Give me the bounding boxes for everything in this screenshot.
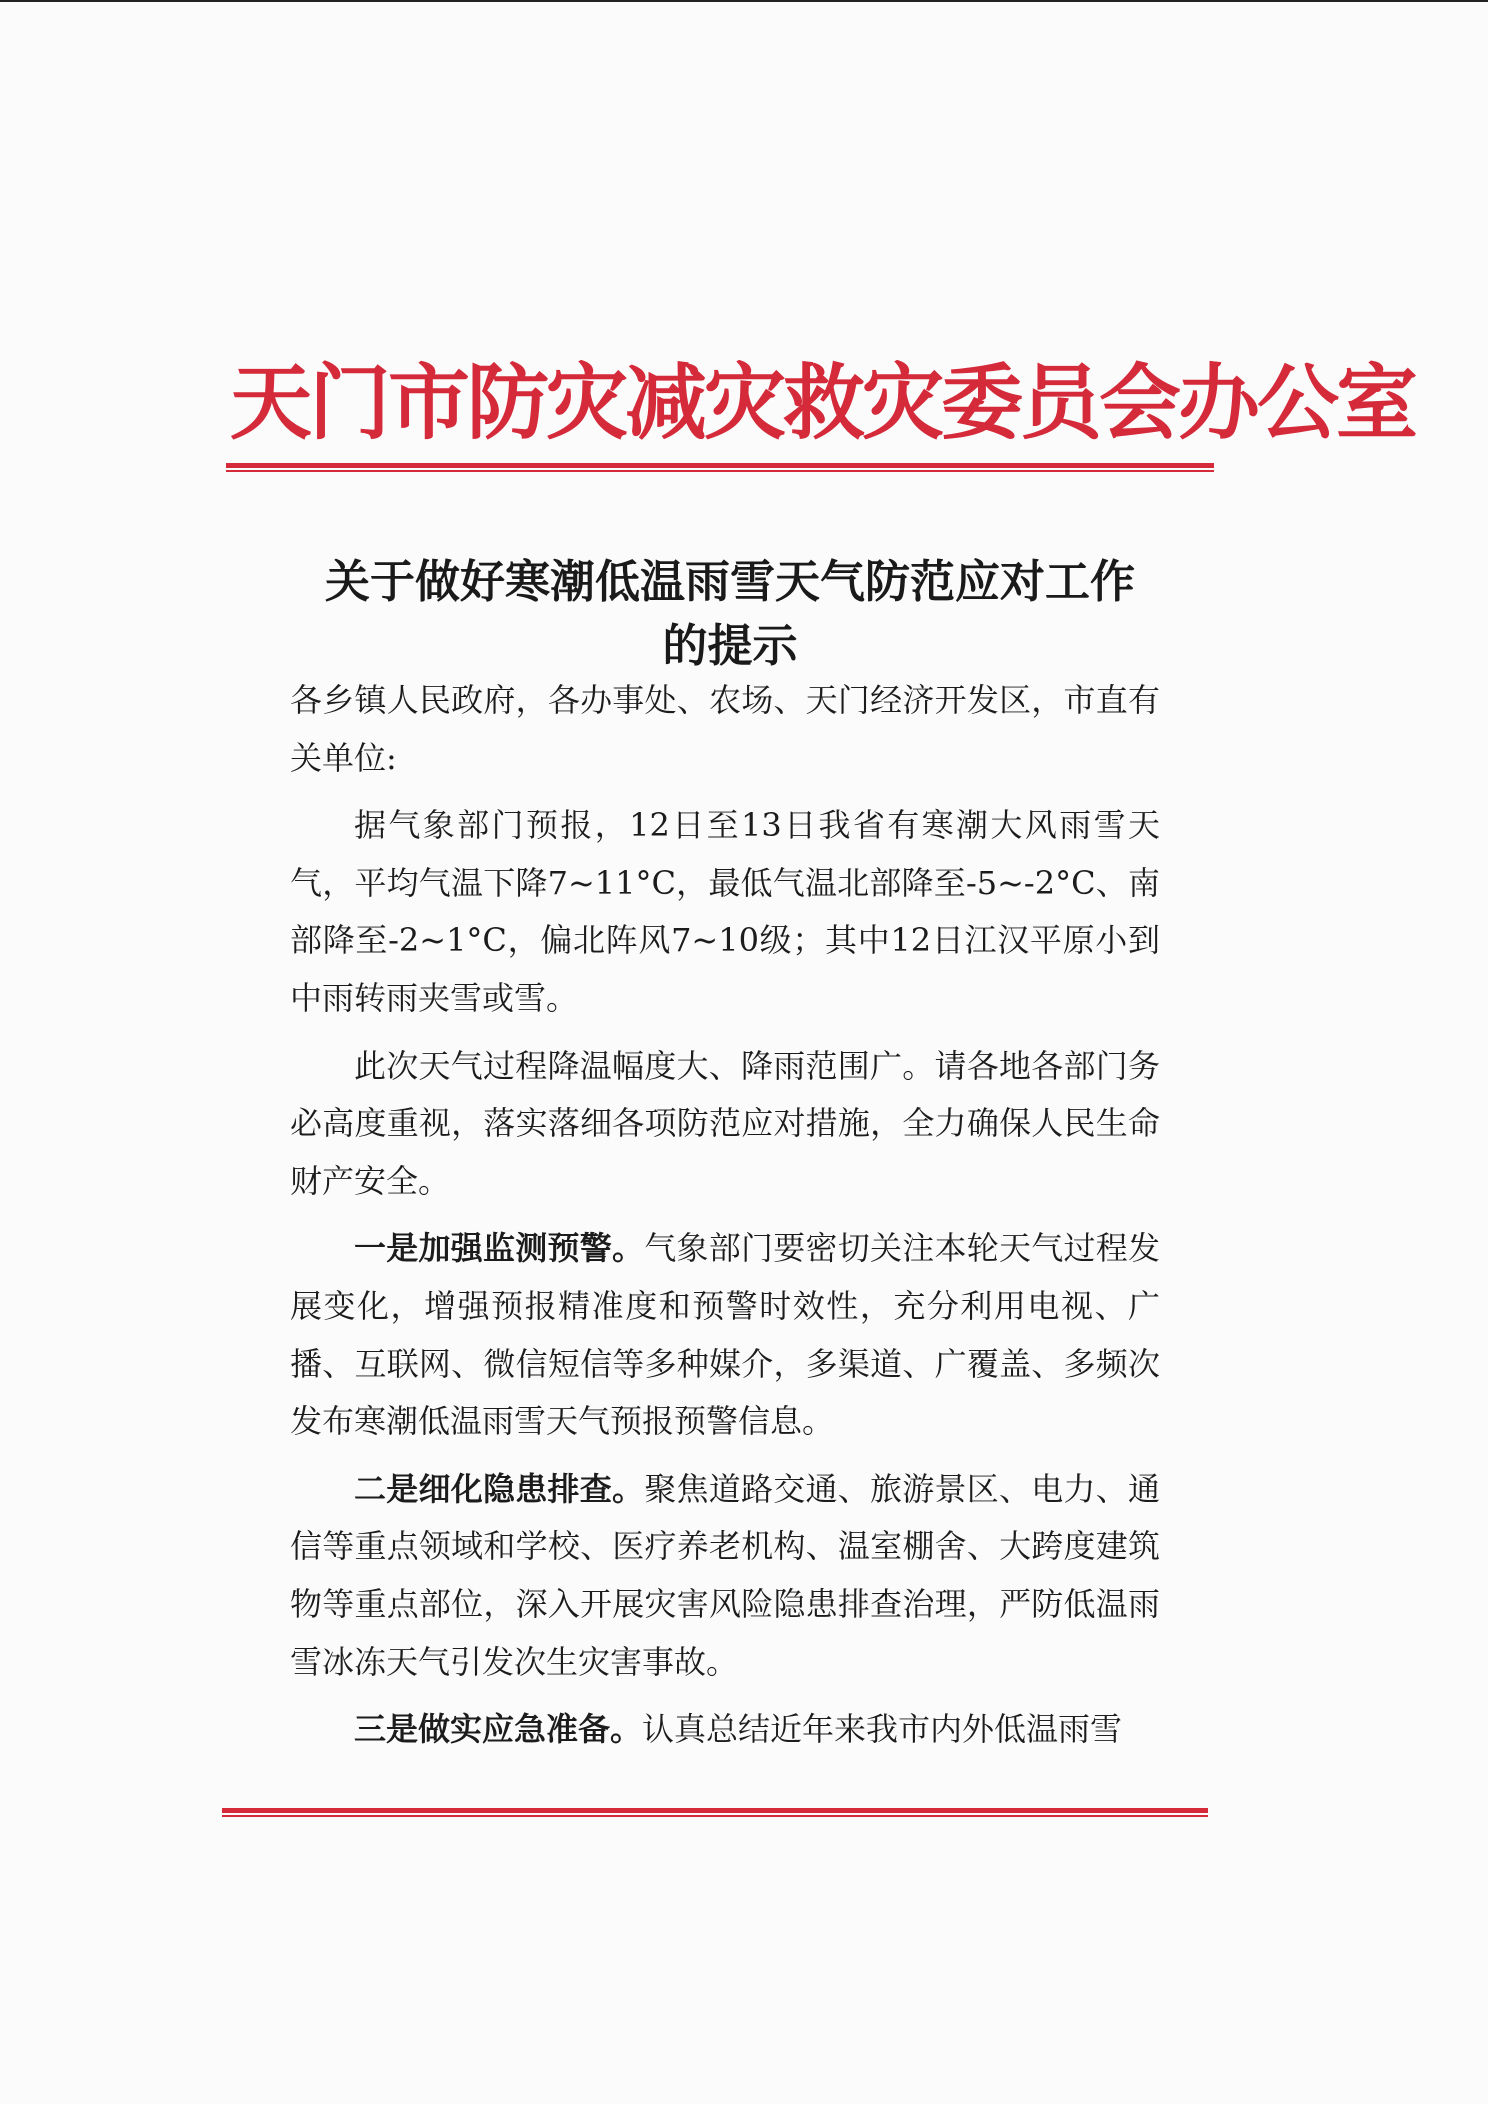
item-emergency-prep (290, 1701, 1160, 1759)
item-hazard-check-lead: 二是细化隐患排查。 (354, 1469, 645, 1508)
document-body (290, 672, 1160, 1769)
footer-rule-thin (222, 1815, 1208, 1817)
paragraph-forecast: 据气象部门预报，12日至13日我省有寒潮大风雨雪天气，平均气温下降7~11°C，最低气温北部降至-5~-2°C、南部降至-2~1°C，偏北阵风7~10级；其中12日江汉平原小到中雨转雨夹雪或雪。 (290, 806, 1160, 1017)
item-monitoring-lead: 一是加强监测预警。 (354, 1229, 645, 1268)
item-monitoring (290, 1220, 1160, 1450)
item-hazard-check (290, 1461, 1160, 1691)
document-title-line1: 关于做好寒潮低温雨雪天气防范应对工作 (324, 555, 1135, 608)
scan-edge (0, 0, 1488, 2)
footer-rule-thick (222, 1808, 1208, 1813)
item-hazard-check-text: 聚焦道路交通、旅游景区、电力、通信等重点领域和学校、医疗养老机构、温室棚舍、大跨度建筑物等重点部位，深入开展灾害风险隐患排查治理，严防低温雨雪冰冻天气引发次生灾害事故。 (290, 1469, 1160, 1681)
header-red-rule (226, 463, 1214, 473)
header-rule-thick (226, 463, 1214, 468)
salutation: 各乡镇人民政府，各办事处、农场、天门经济开发区，市直有关单位: (290, 681, 1160, 777)
issuing-office-header: 天门市防灾减灾救灾委员会办公室 (230, 355, 1416, 451)
header-rule-thin (226, 470, 1214, 472)
paragraph-importance: 此次天气过程降温幅度大、降雨范围广。请各地各部门务必高度重视，落实落细各项防范应对措施，全力确保人民生命财产安全。 (290, 1046, 1160, 1200)
item-monitoring-text: 气象部门要密切关注本轮天气过程发展变化，增强预报精准度和预警时效性，充分利用电视、广播、互联网、微信短信等多种媒介，多渠道、广覆盖、多频次发布寒潮低温雨雪天气预报预警信息。 (290, 1229, 1160, 1441)
footer-red-rule (222, 1808, 1208, 1818)
item-emergency-prep-lead: 三是做实应急准备。 (354, 1710, 643, 1749)
document-title-line2: 的提示 (662, 619, 798, 672)
document-title (290, 550, 1170, 678)
item-emergency-prep-text: 认真总结近年来我市内外低温雨雪 (642, 1710, 1123, 1749)
